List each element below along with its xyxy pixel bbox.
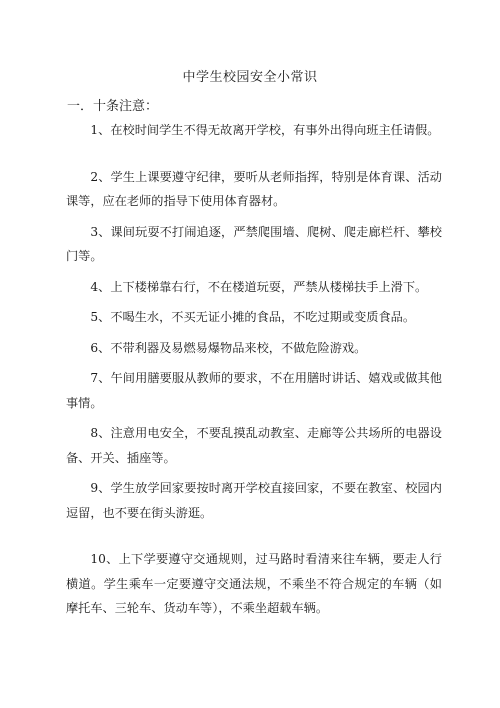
rules-list — [66, 118, 442, 621]
rule-item-1: 1、在校时间学生不得无故离开学校，有事外出得向班主任请假。 — [90, 123, 440, 137]
rule-item-9: 9、学生放学回家要按时离开学校直接回家，不要在教室、校园内逗留，也不要在街头游逛。 — [66, 481, 442, 520]
rule-item-3: 3、课间玩耍不打闹追逐，严禁爬围墙、爬树、爬走廊栏杆、攀校门等。 — [66, 224, 442, 263]
rule-item-8: 8、注意用电安全，不要乱摸乱动教室、走廊等公共场所的电器设备、开关、插座等。 — [66, 426, 442, 465]
section-heading: 一．十条注意： — [67, 99, 159, 114]
rule-item-4: 4、上下楼梯靠右行，不在楼道玩耍，严禁从楼梯扶手上滑下。 — [90, 279, 428, 294]
rule-item-10: 10、上下学要遵守交通规则，过马路时看清来往车辆，要走人行横道。学生乘车一定要遵守交通法规，不乘坐不符合规定的车辆（如摩托车、三轮车、货动车等），不乘坐超载车辆。 — [66, 552, 442, 615]
rule-item-2: 2、学生上课要遵守纪律，要听从老师指挥，特别是体育课、活动课等，应在老师的指导下使用体育器材。 — [66, 169, 442, 208]
rule-item-6: 6、不带利器及易燃易爆物品来校，不做危险游戏。 — [90, 340, 367, 355]
rule-item-7: 7、午间用膳要服从教师的要求，不在用膳时讲话、嬉戏或做其他事情。 — [66, 371, 442, 410]
rule-item-5: 5、不喝生水，不买无证小摊的食品，不吃过期或变质食品。 — [90, 310, 416, 324]
document-title: 中学生校园安全小常识 — [182, 70, 318, 85]
